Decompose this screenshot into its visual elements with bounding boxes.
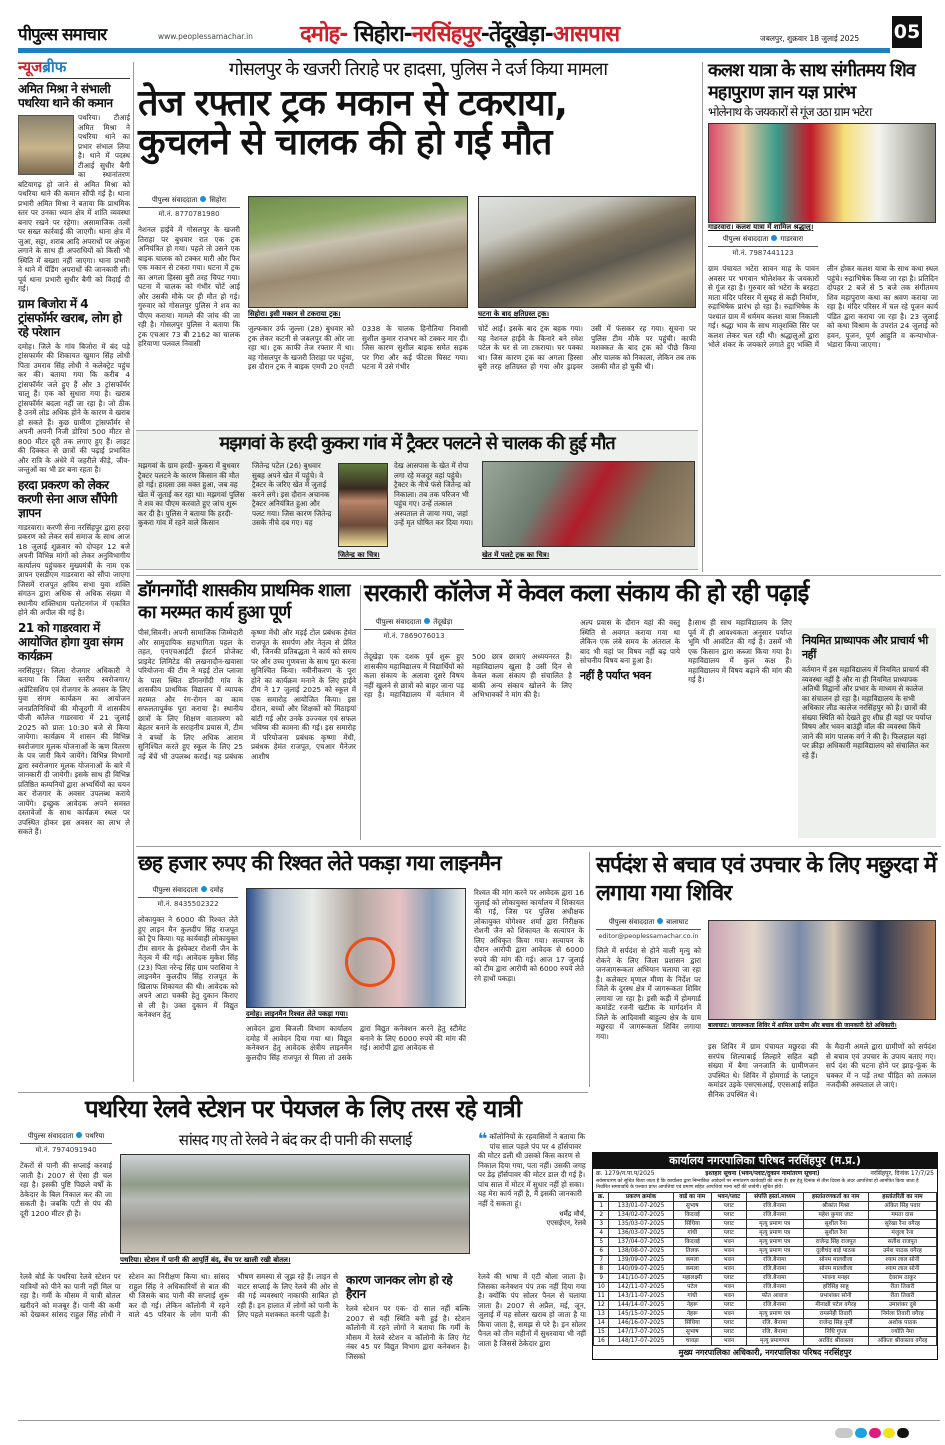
notice-title: कार्यालय नगरपालिका परिषद नरसिंहपुर (म.प्र.) — [593, 1153, 937, 1169]
notice-cell: 143/11-07-2025 — [609, 1292, 673, 1301]
notice-cell: 3 — [594, 1220, 609, 1229]
bribe-headline: छह हजार रुपए की रिश्वत लेते पकड़ा गया लाइनमैन — [138, 851, 501, 875]
notice-row — [594, 1238, 937, 1247]
lead-headline-line1: तेज रफ्तार ट्रक मकान से टकराया, — [138, 82, 567, 124]
tractor-text-1: मझगवां के ग्राम हरदी- कुकरा में बुधवार ट्रैक्टर पलटने के कारण किसान की मौत हो गई। हादसा उस वक्त हुआ, जब वह खेत में जुताई कर रहा था। मझगवां पुलिस ने शव का पीएम करवाते हुए जांच शुरू कर दी है। पुलिस ने बताया कि हरदी- कुकरा गांव में रहने वाले किसान — [138, 461, 245, 527]
awareness-camp-photo — [708, 920, 936, 1020]
tractor-headline: मझगवां के हरदी कुकरा गांव में ट्रैक्टर पलटने से चालक की हुई मौत — [219, 433, 615, 454]
notice-row — [594, 1211, 937, 1220]
notice-cell: 141/10-07-2025 — [609, 1274, 673, 1283]
notice-cell: ज्योति नेमा — [868, 1328, 936, 1337]
notice-row — [594, 1310, 937, 1319]
brief-text: नरसिंहपुर। जिला रोजगार अधिकारी ने बताया कि जिला स्तरीय स्वरोजगार/ अप्रेंटिसशिप एवं रोजगार के अवसर के लिए युवा संगम कार्यक्रम का आयोजन जनप्रतिनिधियों की मौजूदगी में शासकीय पीजी कॉलेज गाडरवारा में 21 जुलाई 2025 को प्रातः 10:30 बजे से किया जायेगा। कार्यक्रम में शासन की विभिन्न स्वरोजगार मूलक योजनाओं के ऋण वितरण के पत्र जारी किये जायेंगे। विभिन्न विभागों द्वारा स्वरोजगार मूलक योजनाओं के बारे में जानकारी दी जायेगी। इसके साथ ही विभिन्न प्रतिष्ठित कम्पनियों द्वारा अभ्यर्थियों का चयन कर रोजगार के अवसर उपलब्ध कराये जायेंगे। इच्छुक आवेदक अपने समस्त दस्तावेजों के साथ कार्यक्रम स्थल पर उपस्थित होकर इस अवसर का लाभ ले सकते हैं। — [18, 665, 130, 836]
page-number: 05 — [892, 16, 922, 48]
registration-dot — [883, 1428, 895, 1438]
notice-cell: प्लाट — [711, 1229, 746, 1238]
brief-headline: ग्राम बिजोरा में 4 ट्रांसफॉर्मर खराब, लोग हो रहे परेशान — [18, 296, 122, 339]
notice-cell: ममता दास — [868, 1211, 936, 1220]
notice-cell: कमला — [673, 1265, 711, 1274]
notice-row — [594, 1256, 937, 1265]
notice-cell: मृत्यु प्रमाण पत्र — [746, 1220, 803, 1229]
region-part: -तेंदूखेड़ा- — [480, 22, 553, 47]
highlight-circle-icon — [345, 937, 395, 987]
notice-cell: 14 — [594, 1319, 609, 1328]
notice-cell: फौत आवाज — [746, 1292, 803, 1301]
bribe-story — [138, 852, 586, 1087]
notice-cell: मृत्यु प्रमाण पत्र — [746, 1310, 803, 1319]
railway-platform-photo — [120, 1154, 470, 1254]
notice-column-header: वार्ड का नाम — [673, 1193, 711, 1202]
college-text-1: तेंदूखेड़ा एक दशक पूर्व शुरू हुए शासकीय महाविद्यालय में विद्यार्थियों को कला संकाय के अलावा दूसरे विषय नहीं खुलने से छात्रों को बाहर जाना पड़ रहा है। महाविद्यालय में वर्तमान में 500 छात्र छात्राएं अध्ययनरत हैं। महाविद्यालय खुला है उसी दिन से केवल कला संकाय ही संचालित है बाकी अन्य संकाय खोलने के लिए अभिभावकों ने मांग की है। — [364, 652, 572, 699]
notice-cell: भवन — [711, 1265, 746, 1274]
notice-row — [594, 1229, 937, 1238]
tractor-text-2: जितेन्द्र पटेल (26) बुधवार सुबह अपने खेत में पहुंचे। वे ट्रैक्टर के जरिए खेत में जुताई करने लगे। इस दौरान अचानक ट्रैक्टर अनियंत्रित हुआ और पलट गया। जिस कारण जितेन्द्र उसके नीचे दब गए। यह — [252, 461, 332, 527]
notice-cell: 9 — [594, 1274, 609, 1283]
notice-cell: 147/17-07-2025 — [609, 1328, 673, 1337]
notice-cell: 12 — [594, 1301, 609, 1310]
notice-cell: रजि.बैनामा — [746, 1274, 803, 1283]
lineman-arrest-photo — [246, 888, 466, 1008]
railway-text-4: रेलवे की भाषा में एटी बोला जाता है। जिसका कनेक्शन पंप तक नहीं दिया गया है। क्योंकि पंप सोलर पैनल से चलाया जाता है। 2007 से अप्रैल, मई, जून, जुलाई में यह सोलर खराब हो जाता है या किया जाता है, समझ से परे है। इन सोलर पैनल को तीन महीनों में सुधरवाया भी नहीं जाता है जिससे ठेकेदार द्वारा — [478, 1272, 586, 1348]
snakebite-text-2: इस शिविर में ग्राम पंचायत मछुरदा की सरपंच शिल्पाबाई लिल्हारे सहित बड़ी संख्या में बैगा जनजाति के ग्रामीणजन उपस्थित थे। शिविर में होमगार्ड के प्लाटून कमांडर उइके एसएसआई, एएसआई सहित सैनिक उपस्थित थे। — [708, 1042, 818, 1099]
notice-cell: राजेन्द्र सिंह नूर्मी — [803, 1319, 868, 1328]
notice-cell: 13 — [594, 1310, 609, 1319]
notice-cell: भवन — [711, 1238, 746, 1247]
notice-cell: सुशील रैना — [803, 1229, 868, 1238]
notice-cell: 6 — [594, 1247, 609, 1256]
notice-cell: मीनाक्षी पटेल वगैरह — [803, 1301, 868, 1310]
notice-date: नरसिंहपुर, दिनांक 17/7/25 — [870, 1170, 934, 1177]
notice-cell: श्याम लाल सोनी — [868, 1265, 936, 1274]
notice-cell: 4 — [594, 1229, 609, 1238]
sidebar-text: वर्तमान में इस महाविद्यालय में नियमित प्राचार्य की व्यवस्था नहीं है और ना ही नियमित प्राध्यापक अतिथी विद्वानों और प्रभार के माध्यम से कालेज का संचालन हो रहा है। महाविद्यालय के सभी अधिकार लीड कालेज नरसिंहपुर को है। छात्रों की संख्या स्थिति को देखते हुए शीघ्र ही यहां पर पर्याप्त विषय और भवन बाउंड्री वॉल की व्यवस्था किये जाने की मांग पालक वर्ग ने की है। फिलहाल यहां पर क्रीड़ा अधिकारी महाविद्यालय को संचालित कर रहे हैं। — [802, 665, 932, 760]
notice-cell: प्लाट — [711, 1301, 746, 1310]
brief-headline: हरदा प्रकरण को लेकर करणी सेना आज सौंपेगी ज्ञापन — [18, 477, 117, 520]
notice-cell: दुलीचंद बाई पाठक — [803, 1247, 868, 1256]
notice-cell: 7 — [594, 1256, 609, 1265]
tractor-story — [136, 430, 698, 570]
damaged-house-photo — [248, 196, 468, 308]
website-url: www.peoplessamachar.in — [158, 32, 253, 41]
notice-intro: सर्वसाधारण को सूचित किया जाता है कि कार्यालय द्वारा निम्नांकित आवेदनों पर नामांतरण कार्यवाही की जाना है। इस हेतु दिनांक से तीस दिवस के अंदर आपत्तियां हो आमंत्रित किया जाता है निर्धारित समयावधि के पश्चात प्राप्त आपत्तियां एवं प्रमाण सहित आपत्तियां मान्य नहीं की जावेगी। सूचित होवें। — [596, 1179, 919, 1190]
notice-cell: 10 — [594, 1283, 609, 1292]
photo-caption: गाडरवारा। कलश यात्रा में शामिल श्रद्धालु। — [708, 223, 814, 232]
notice-row — [594, 1220, 937, 1229]
notice-column-header: प्रकरण क्रमांक — [609, 1193, 673, 1202]
quote-author-role: एएसईएन, रेलवे — [546, 1219, 586, 1227]
notice-type: इश्तहार सूचना (भवन/प्लाट/दुकान नामांतरण सूचना) — [705, 1170, 820, 1177]
notice-row — [594, 1265, 937, 1274]
reporter-mobile: मो.नं. 7987441123 — [732, 249, 794, 258]
kalash-headline: कलश यात्रा के साथ संगीतमय शिव महापुराण ज्ञान यज्ञ प्रारंभ — [708, 60, 915, 103]
notice-cell: मृत्यु प्रमाण पत्र — [746, 1247, 803, 1256]
college-headline: सरकारी कॉलेज में केवल कला संकाय की हो रही पढ़ाई — [364, 579, 809, 607]
reporter-mobile: मो.नं. 8435502322 — [157, 900, 219, 908]
quote-author: धर्मेंद्र मौर्य, — [559, 1210, 586, 1218]
railway-subhead: कारण जानकर लोग हो रहे हैरान — [346, 1273, 453, 1301]
notice-column-header: भवन/प्लाट — [711, 1193, 746, 1202]
notice-cell: 133/01-07-2025 — [609, 1202, 673, 1211]
school-text: पीसं,सिवनी। अपनी सामाजिक जिम्मेदारी और सामुदायिक सहभागिता पहल के तहत, एनएचआईटी ईस्टर्न प्रोजेक्ट प्राइवेट लिमिटेड की लखनादौन-खवासा परियोजना की टीम ने मड़ई टोल प्लाजा के पास स्थित डॉगनगोंदी गांव के शासकीय प्राथमिक विद्यालय में व्यापक मरम्मत और रंग-रोगन का काम सफलतापूर्वक पूरा कराया है। स्थानीय छात्रों के लिए शिक्षण वातावरण को बेहतर बनाने के सराहनीय प्रयास में, टीम ने बच्चों के लिए अधिक आराम सुनिश्चित करते हुए स्कूल के लिए 25 नई बेंचें भी उपलब्ध कराईं। यह प्रबंधक कृष्णा मेंधी और मड़ई टोल प्रबंधक हेमंत राजपूत के समर्पण और नेतृत्व से प्रेरित थी, जिनकी प्रतिबद्धता ने कार्य को समय पर और उच्च गुणवत्ता के साथ पूरा करना सुनिश्चित किया। नवीनीकरण के पूरा होने का कार्यक्रम मनाने के लिए हाईवे टीम ने 17 जुलाई 2025 को स्कूल में एक समारोह आयोजित किया। इस दौरान, बच्चों और शिक्षकों को मिठाइयां बांटी गई और उनके उज्ज्वल एवं सफल भविष्य की कामना की गई। इस समारोह में परियोजना प्रबंधक कृष्णा मेंधी, प्रबंधक हेमंत राजपूत, एचआर मैनेजर आशीष — [138, 628, 356, 761]
college-text-4: है।साथ ही साथ महाविद्यालय के लिए पूर्व में ही आवश्यकता अनुसार पर्याप्त भूमि भी आवंटित की गई है। उसमें भी एक किसान द्वारा कब्जा किया गया है। महाविद्यालय में कुल कक्ष हैं। महाविद्यालय में विषय बढ़ाने की मांग की गई है। — [688, 618, 792, 684]
notice-cell: 5 — [594, 1238, 609, 1247]
notice-cell: 1 — [594, 1202, 609, 1211]
lead-headline-line2: कुचलने से चालक की हो गई मौत — [138, 122, 552, 164]
region-part: आसपास — [552, 22, 620, 47]
victim-portrait — [338, 463, 388, 547]
faculty-sidebar-box — [798, 628, 936, 838]
notice-cell: 134/02-07-2025 — [609, 1211, 673, 1220]
byline: पीपुल्स संवाददाता सिहोरा — [138, 196, 240, 208]
notice-cell: 139/09-07-2025 — [609, 1256, 673, 1265]
bribe-text-1: लोकायुक्त ने 6000 की रिश्वत लेते हुए लाइन मैन कुलदीप सिंह राजपूत को ट्रैप किया। यह कार्यवाही लोकायुक्त टीम सागर के इंस्पेक्टर रोशनी जैन के नेतृत्व में की गई। आवेदक मुकेश सिंह (23) पिता नरेन्द्र सिंह ग्राम परासिया ने लाइनमैन कुलदीप सिंह राजपूत के खिलाफ शिकायत की थी। आवेदक को अपने आटा चक्की हेतु दुकान किराए से ली है। उक्त दुकान में विद्युत कनेक्शन हेतु — [138, 915, 238, 1019]
notice-row — [594, 1328, 937, 1337]
notice-cell: प्लाट — [711, 1211, 746, 1220]
byline: पीपुल्स संवाददाता दमोह — [138, 886, 238, 898]
notice-cell: मृत्यु प्रमाण पत्र — [746, 1229, 803, 1238]
quote-text: कॉलोनियों के रहवासियों ने बताया कि पांच साल पहले पंप पर 4 हॉर्सपावर की मोटर डली थी उसको किस कारण से निकाल दिया गया, पता नहीं। उसकी जगह पर डेढ़ हॉर्सपावर की मोटर डाल दी गई है। पांच साल में मोटर में सुधार नहीं हो सका। यह मेरा कार्य नहीं है, मैं इसकी जानकारी नहीं दे सकता हूं। — [478, 1132, 586, 1208]
lead-text-2: जुल्फकार उर्फ जुल्ला (28) बुधवार को ट्रक लेकर कटनी से जबलपुर की ओर जा रहा था। ट्रक काफी तेज रफ्तार में था। वह गोसलपुर के खजरी तिराहा पर पहुंचा, इस दौरान ट्रक ने बाइक एमपी 20 एनटी 0338 के चालक हिनौतिया निवासी सुशील कुमार राजभर को टक्कर मार दी। जिस कारण सुशील बाइक समेत सड़क पर गिरा और कई फीटस घिसट गया। घटना में उसे गंभीर — [248, 324, 468, 371]
officer-photo — [18, 115, 74, 175]
notice-cell: रजि.बैनामा — [746, 1301, 803, 1310]
photo-caption: दमोह। लाइनमैन रिश्वत लेते पकड़ा गया। — [246, 1010, 348, 1018]
notice-row — [594, 1292, 937, 1301]
notice-cell: सुरेखा रैना वगैरह — [868, 1220, 936, 1229]
notice-cell: रजि.बैनामा — [746, 1256, 803, 1265]
notice-cell: सिंधिया — [673, 1220, 711, 1229]
notice-cell: रजि.बैनामा — [746, 1202, 803, 1211]
notice-cell: निधि गुप्ता — [803, 1328, 868, 1337]
lead-text-3: चोटें आईं। इसके बाद ट्रक बहक गया। यह नेशनल हाईवे के किनारे बने रमेश पटेल के घर से जा टकराया। घर पक्का था। जिस कारण ट्रक का अगला हिस्सा बुरी तरह क्षतिग्रस्त हो गया और ड्राइवर उसी में फंसकर रह गया। सूचना पर पुलिस टीम मौके पर पहुंची। काफी मशक्कत के बाद ट्रक को पीछे किया और चालक को निकाला, लेकिन तब तक उसकी मौत हो चुकी थी। — [478, 324, 696, 371]
notice-cell: देवराम ठाकुर — [868, 1274, 936, 1283]
notice-cell: 145/15-07-2025 — [609, 1310, 673, 1319]
news-brief-column — [18, 58, 130, 837]
notice-cell: 137/04-07-2025 — [609, 1238, 673, 1247]
notice-table — [593, 1192, 937, 1346]
kalash-procession-photo — [708, 123, 936, 223]
notice-cell: 15 — [594, 1328, 609, 1337]
notice-cell: महेश कुमार जाट — [803, 1211, 868, 1220]
byline: पीपुल्स संवाददाता गाडरवारा — [708, 235, 818, 247]
notice-cell: रजि. बैनामा — [746, 1328, 803, 1337]
bribe-text-2: आवेदन द्वारा बिजली विभाग कार्यालय दमोह में आवेदन दिया गया था। विद्युत कनेक्शन हेतु आवेदक क्षेत्रीय लाइनमैन कुलदीप सिंह राजपूत से मिला तो उसके द्वारा विद्युत कनेक्शन करने हेतु स्टीमेट बनाने के लिए 6000 रुपये की मांग की गई। आरोपी द्वारा आवेदक से — [246, 1024, 466, 1062]
notice-cell: सुभाष — [673, 1328, 711, 1337]
notice-row — [594, 1283, 937, 1292]
notice-cell: भवन — [711, 1337, 746, 1346]
municipal-notice — [592, 1152, 938, 1360]
notice-column-header: क्र. — [594, 1193, 609, 1202]
reporter-mobile: मो.नं. 7974091940 — [35, 1146, 97, 1154]
notice-row — [594, 1274, 937, 1283]
notice-cell: हरिसिंह साहू — [803, 1283, 868, 1292]
notice-cell: 135/03-07-2025 — [609, 1220, 673, 1229]
notice-cell: 148/17-07-2025 — [609, 1337, 673, 1346]
photo-caption: बालाघाट। जागरूकता शिविर में शामिल ग्रामीण और बचाव की जानकारी देते अधिकारी। — [708, 1022, 936, 1030]
notice-cell: 144/14-07-2025 — [609, 1301, 673, 1310]
brief-text: पथरिया। टीआई अमित मिश्रा ने पथरिया थाने का प्रभार संभाल लिया है। थाने में पदस्थ टीआई सुधीर बैगी का स्थानांतरण बटियागढ़ हो जाने से अमित मिश्रा को पथरिया थाने की कमान सौंपी गई है। थाना प्रभारी अमित मिश्रा ने बताया कि प्राथमिक स्तर पर उनका ध्यान क्षेत्र में शांति व्यवस्था बनाए रखने पर रहेगा। असामाजिक तत्वों पर सख्त कार्रवाई की जाएगी। थाना क्षेत्र में जुआ, सट्टा, शराब आदि अपराधों पर अंकुश लगाने के साथ ही अपराधियों को किसी भी स्थिति में बख्शा नहीं जाएगा। थाना प्रभारी ने थाने में पेंडिंग अपराधों की जानकारी ली। पूर्व थाना प्रभारी सुधीर बैगी को विदाई दी गई। — [18, 113, 130, 293]
snakebite-camp-story — [596, 852, 938, 1142]
notice-cell: 11 — [594, 1292, 609, 1301]
notice-cell: तिलक — [673, 1247, 711, 1256]
notice-cell: मंजुला रैना — [868, 1229, 936, 1238]
notice-column-header: हस्तांतरणकर्ता का नाम — [803, 1193, 868, 1202]
photo-caption: खेत में पलटे ट्रक का चित्र। — [482, 551, 550, 559]
notice-cell: भवन — [711, 1247, 746, 1256]
header-rule — [18, 48, 890, 53]
notice-cell: गांधी — [673, 1292, 711, 1301]
notice-cell: अरविंद श्रीवास्तव — [803, 1337, 868, 1346]
registration-dot — [897, 1428, 909, 1438]
notice-cell: सुशील रैना — [803, 1220, 868, 1229]
school-story — [138, 580, 356, 761]
regional-page-title — [300, 18, 619, 48]
notice-ref: क्र. 1279/न.पा.प/2025 — [596, 1170, 655, 1177]
notice-cell: भवन — [711, 1310, 746, 1319]
reporter-mobile: मो.नं. 8770781980 — [158, 210, 220, 218]
photo-caption: पथरिया। स्टेशन में पानी की आपूर्ति बंद, बेंच पर खाली रखी बोतल। — [120, 1256, 291, 1264]
photo-caption: जितेन्द्र का चित्र। — [338, 551, 380, 559]
notice-cell: रामस्नेही तिवारी — [803, 1310, 868, 1319]
byline: पीपुल्स संवाददाता बालाघाट — [596, 918, 701, 930]
damaged-truck-photo — [478, 196, 696, 308]
kalash-text: ग्राम पंचायत भटेरा सावन माह के पावन अवसर पर भगवान भोलेशंकर के जयकारों से गूंज रहा है। गुरुवार को भटेरा के बरहटा माता मंदिर परिसर में सुबह से कड़ी निर्माण, रुद्राभिषेक प्रारंभ हो रहा है। रुद्राभिषेक के पश्चात ग्राम में धर्ममय कलश यात्रा निकाली गई। श्रद्धा भाव के साथ मातृशक्ति सिर पर कलश लेकर चल रही थी। श्रद्धालुओं द्वारा भोले शंकर के जयकारे लगाते हुए भक्ति में लीन होकर कलश यात्रा के साथ कथा स्थल पहुंचे। रुद्राभिषेक किया जा रहा है। प्रतिदिन दोपहर 2 बजे से 5 बजे तक संगीतमय शिव महापुराण कथा का श्रवण कराया जा रहा है। मंदिर परिसर में चल रहे पूजन कार्य पंडित द्वारा कराया जा रहा है। 23 जुलाई को कथा विश्राम के उपरांत 24 जुलाई को हवन, पूजन, पूर्ण आहुति व कन्याभोज-भंडारा किया जाएगा। — [708, 264, 938, 350]
notice-cell: 8 — [594, 1265, 609, 1274]
notice-cell: पटेल — [673, 1283, 711, 1292]
notice-column-header: हस्तांतरिती का नाम — [868, 1193, 936, 1202]
railway-text-5: टेंकरों से पानी की सप्लाई करवाई जाती है। 2007 से ऐसा ही चल रहा है। इसकी पुष्टि पिछले वर्षों के ठेकेदार के बिल निकाल कर की जा सकती है। जबकि एटी से पंप की दूरी 1200 मीटर ही है। — [20, 1161, 112, 1218]
notice-cell: निर्मला तिवारी वगैरह — [868, 1310, 936, 1319]
byline: पीपुल्स संवाददाता तेंदूखेड़ा — [364, 618, 464, 630]
official-quote-box — [478, 1129, 586, 1228]
notice-cell: प्लाट — [711, 1319, 746, 1328]
registration-dot — [835, 1428, 853, 1438]
registration-dot — [869, 1428, 881, 1438]
notice-cell: सतीश राजपूत — [868, 1238, 936, 1247]
notice-cell: सिंधिया — [673, 1319, 711, 1328]
notice-cell: सोनम मालवीजा — [803, 1256, 868, 1265]
notice-cell: अंकिता श्रीवास्तव वगैरह — [868, 1337, 936, 1346]
lead-text-1: नेशनल हाईवे में गोसलपुर के खजरी तिराहा पर बुधवार रात एक ट्रक अनियंत्रित हो गया। पहले तो उसने एक बाइक चालक को टक्कर मारी और फिर एक मकान से टकरा गया। घटना में ट्रक का अगला हिस्सा बुरी तरह चिपट गया। घटना में चालक को गंभीर चोटें आई और उसकी मौके पर ही मौत हो गई। गुरुवार को गोसलपुर पुलिस ने शव का पीएम कराया। मामले की जांच की जा रही है। गोसलपुर पुलिस ने बताया कि ट्रक एचआर 73 बी 2162 का चालक हरियाणा पलवल निवासी — [138, 225, 240, 348]
brief-label-2: ब्रीफ — [42, 58, 67, 76]
college-story — [364, 579, 809, 842]
railway-water-story — [20, 1096, 586, 1416]
tractor-text-3: देख आसपास के खेत में रोपा लगा रहे मजदूर वहां पहुंचे। ट्रैक्टर के नीचे फंसे जितेन्द्र को निकाला। तब तक परिजन भी पहुंच गए। उन्हें तत्काल अस्पताल ले जाया गया, जहां उन्हें मृत घोषित कर दिया गया। — [394, 461, 473, 527]
brief-text: दमोह। जिले के गांव बिजोरा में बंद पड़े ट्रांसफार्मर की शिकायत खुमान सिंह लोधी पिता उमराव सिंह लोधी ने कलेक्ट्रेट पहुंच कर की। बताया गया कि करीब 4 ट्रांसफॉर्मर जले हुए हैं और 3 ट्रांसफॉर्मर चालू हैं। एक को सुधारा गया है। खराब ट्रांसफॉर्मर बदला नहीं जा रहा है। जो ठीक है उनमें लोड अधिक होने के कारण वे खराब हो सकते हैं। कुछ ग्रामीण ट्रांसफॉर्मर से अपनी अपनी निजी डोरियां 500 मीटर से 800 मीटर दूरी तक लगाए हुए हैं। लाइट की दिक्कत से छात्रों की पढ़ाई प्रभावित और रात्रि के अंधेरे में जहरीले कीड़े, जीव-जन्तुओं का भी डर बना रहता है। — [18, 341, 130, 474]
bribe-text-3: रिश्वत की मांग करने पर आवेदक द्वारा 16 जुलाई को लोकायुक्त कार्यालय में शिकायत की गई, जिस पर पुलिस अधीक्षक लोकायुक्त योगेश्वर शर्मा द्वारा निरीक्षक रोशनी जैन को शिकायत के सत्यापन के लिए अधिकृत किया गया। सत्यापन के दौरान आरोपी द्वारा आवेदक से 6000 रुपये की मांग की गई। आज 17 जुलाई को टीम द्वारा आरोपी को 6000 रुपये लेते रंगे हाथों पकड़ा। — [474, 888, 584, 983]
notice-footer: मुख्य नगरपालिका अधिकारी, नगरपालिका परिषद नरसिंहपुर — [678, 1348, 852, 1357]
snakebite-headline: सर्पदंश से बचाव एवं उपचार के लिए मछुरदा में लगाया गया शिविर — [596, 853, 937, 906]
notice-cell: 136/03-07-2025 — [609, 1229, 673, 1238]
notice-cell: 142/11-07-2025 — [609, 1283, 673, 1292]
notice-cell: रजि. बैनामा — [746, 1319, 803, 1328]
college-subhead: नहीं है पर्याप्त भवन — [580, 668, 651, 682]
notice-cell: श्याम लाल सोनी — [868, 1256, 936, 1265]
newspaper-logo: पीपुल्स समाचार — [18, 25, 107, 45]
notice-cell: भवन — [711, 1292, 746, 1301]
notice-cell: रजि.बैनामा — [746, 1283, 803, 1292]
brief-text: गाडरवारा। करणी सेना नरसिंहपुर द्वारा हरदा प्रकरण को लेकर सर्व समाज के साथ आज 18 जुलाई शुक्रवार को दोपहर 12 बजे अपनी विभिन्न मांगों को लेकर अनुविभागीय कार्यालय पहुंचकर मुख्यमंत्री के नाम एक ज्ञापन एसडीएम गाडरवारा को सौंपा जाएगा जिसमें राजपूत क्षत्रिय सभा युवा शक्ति संगठन द्वारा अधिक से अधिक संख्या में स्थानीय शक्तिधाम पलोटनगंज में एकत्रित होने की अपील की गई है। — [18, 522, 130, 617]
region-part: दमोह- — [300, 22, 355, 47]
railway-subheadline: सांसद गए तो रेलवे ने बंद कर दी पानी की सप्लाई — [178, 1131, 412, 1149]
brief-label-1: न्यूज — [18, 58, 43, 76]
news-brief-label — [18, 58, 130, 76]
notice-cell: भवन — [711, 1256, 746, 1265]
notice-cell: अंकित सिंह पवार — [868, 1202, 936, 1211]
notice-cell: किदवई — [673, 1238, 711, 1247]
quote-icon: ❝ — [478, 1129, 488, 1148]
notice-cell: मृत्यु प्रमाण पत्र — [746, 1238, 803, 1247]
snakebite-text-1: जिले में सर्पदंश से होने वाली मृत्यु को रोकने के लिए जिला प्रशासन द्वारा जनजागरूकता अभियान चलाया जा रहा है। कलेक्टर मृणाल मीणा के निर्देश पर जिले के दुरस्थ क्षेत्र में जागरूकता शिविर लगाया जा रहा है। इसी कड़ी में होमगार्ड कमांडेंट रजनी खटीक के मार्गदर्शन में जिले के आदिवासी बाहुल्य क्षेत्र के ग्राम मछुरदा में जागरूकता शिविर लगाया गया। — [596, 946, 701, 1041]
kalash-subheadline: भोलेनाथ के जयकारों से गूंज उठा ग्राम भटेरा — [708, 105, 872, 119]
notice-cell: गांधी — [673, 1229, 711, 1238]
notice-cell: किदवई — [673, 1211, 711, 1220]
notice-cell: श्रीकांत मिश्रा — [803, 1202, 868, 1211]
notice-cell: प्लाट — [711, 1328, 746, 1337]
reporter-mobile: मो.नं. 7869076013 — [383, 632, 445, 640]
notice-cell: 146/16-07-2025 — [609, 1319, 673, 1328]
railway-text-3: रेलवे स्टेशन पर एक- दो साल नहीं बल्कि 2007 से यही स्थिति बनी हुई है। स्टेशन कॉलोनी में रहने लोगों ने बताया कि गर्मी के मौसम में रेलवे स्टेशन व कॉलोनी के लिए गेट नंबर 45 पर विद्युत विभाग द्वारा कनेक्शन है। जिसको — [346, 1304, 470, 1361]
sidebar-headline: नियमित प्राध्यापक और प्राचार्य भी नहीं — [802, 634, 928, 661]
region-part: सिहोरा- — [354, 22, 412, 47]
byline: पीपुल्स संवाददाता पथरिया — [20, 1132, 112, 1144]
notice-cell: कमला — [673, 1256, 711, 1265]
notice-row — [594, 1301, 937, 1310]
notice-cell: 2 — [594, 1211, 609, 1220]
notice-row — [594, 1337, 937, 1346]
issue-date: जबलपुर, शुक्रवार 18 जुलाई 2025 — [760, 34, 860, 43]
snakebite-text-3: के मैदानी अमले द्वारा ग्रामीणों को सर्पदंश से बचाव एवं उपचार के उपाय बताए गए। सर्प दंश की घटना होने पर झाड़-फूंक के चक्कर में न पड़ें तथा पीड़ित को तत्काल नजदीकी अस्पताल ले जाएं। — [826, 1042, 936, 1089]
notice-row — [594, 1319, 937, 1328]
notice-cell: 138/08-07-2025 — [609, 1247, 673, 1256]
notice-cell: प्रभाशंकर सोनी — [803, 1292, 868, 1301]
lead-story — [138, 60, 698, 425]
school-headline: डॉगनगोंदी शासकीय प्राथमिक शाला का मरम्मत कार्य हुआ पूर्ण — [138, 580, 350, 623]
notice-cell: सुभाष — [673, 1202, 711, 1211]
photo-caption: घटना के बाद क्षतिग्रस्त ट्रक। — [478, 310, 550, 318]
notice-cell: रजि.बैनामा — [746, 1211, 803, 1220]
notice-cell: नेहरू — [673, 1310, 711, 1319]
college-text-3: अल्प प्रवास के दौरान यहां की वस्तु स्थिति से अवगत कराया गया था लेकिन एक लंबे समय के अंतराल के बाद भी यहां पर विषय नहीं बढ़ पाये सोचनीय विषय बना हुआ है। — [580, 618, 680, 665]
notice-cell: उमाशंकर दुबे — [868, 1301, 936, 1310]
registration-marks — [835, 1428, 909, 1438]
registration-dot — [855, 1428, 867, 1438]
railway-headline: पथरिया रेलवे स्टेशन पर पेयजल के लिए तरस रहे यात्री — [85, 1095, 521, 1123]
notice-cell: रीता तिवारी — [868, 1292, 936, 1301]
notice-row — [594, 1202, 937, 1211]
notice-cell: रीता तिवारी — [868, 1283, 936, 1292]
notice-cell: 140/09-07-2025 — [609, 1265, 673, 1274]
lead-kicker: गोसलपुर के खजरी तिराहे पर हादसा, पुलिस ने दर्ज किया मामला — [228, 59, 608, 80]
brief-headline: 21 को गाडरवारा में आयोजित होगा युवा संगम कार्यक्रम — [18, 620, 123, 663]
notice-cell: मृत्यु प्रमाणपत्र — [746, 1337, 803, 1346]
notice-cell: उमेश पाठक वगैरह — [868, 1247, 936, 1256]
notice-cell: अशोक पाठक — [868, 1319, 936, 1328]
reporter-email: editor@peoplessamachar.co.in — [598, 932, 699, 940]
notice-cell: 16 — [594, 1337, 609, 1346]
brief-headline: अमित मिश्रा ने संभाली पथरिया थाने की कमान — [18, 82, 113, 110]
railway-text-1: रेलवे बोर्ड के पथरिया रेलवे स्टेशन पर यात्रियों को पीने का पानी नहीं मिल पा रहा है। गर्मी के मौसम में यात्री बोतल खरीदने को मजबूर हैं। पानी की कमी को देखकर सांसद राहुल सिंह लोधी ने स्टेशन का निरीक्षण किया था। सांसद राहुल सिंह ने अधिकारियों से बात की थी जिसके बाद पानी की सप्लाई शुरू कर दी गई। लेकिन कॉलोनी में रहने वाले 45 परिवार के लोग पानी की भीषण समस्या से जूझ रहे हैं। लाइन से वाटर सप्लाई के लिए रेलवे की ओर से की गई व्यवस्थाएं नाकाफी साबित हो रही हैं। इन हालात में लोगों को पानी के लिए पहले मशक्कत करनी पड़ती है। — [20, 1272, 338, 1319]
notice-cell: भवन — [711, 1283, 746, 1292]
kalash-yatra-story — [708, 60, 938, 350]
notice-cell: भावना मनहर — [803, 1274, 868, 1283]
notice-cell: नेहरू — [673, 1301, 711, 1310]
region-part: नरसिंहपुर — [411, 22, 481, 47]
notice-cell: प्लाट — [711, 1202, 746, 1211]
photo-caption: सिहोरा। इसी मकान से टकराया ट्रक। — [248, 310, 341, 318]
notice-row — [594, 1247, 937, 1256]
notice-cell: महालक्ष्मी — [673, 1274, 711, 1283]
masthead — [0, 0, 945, 54]
notice-cell: रजि.बैनामा — [746, 1265, 803, 1274]
notice-cell: प्लाट — [711, 1274, 746, 1283]
notice-cell: चावड़ा — [673, 1337, 711, 1346]
notice-cell: राजेन्द्र सिंह राजपूत — [803, 1238, 868, 1247]
notice-cell: सोनम मालवीजा — [803, 1265, 868, 1274]
notice-cell: प्लाट — [711, 1220, 746, 1229]
notice-column-header: संपत्ति हस्तां.माध्यम — [746, 1193, 803, 1202]
overturned-tractor-photo — [482, 461, 695, 547]
